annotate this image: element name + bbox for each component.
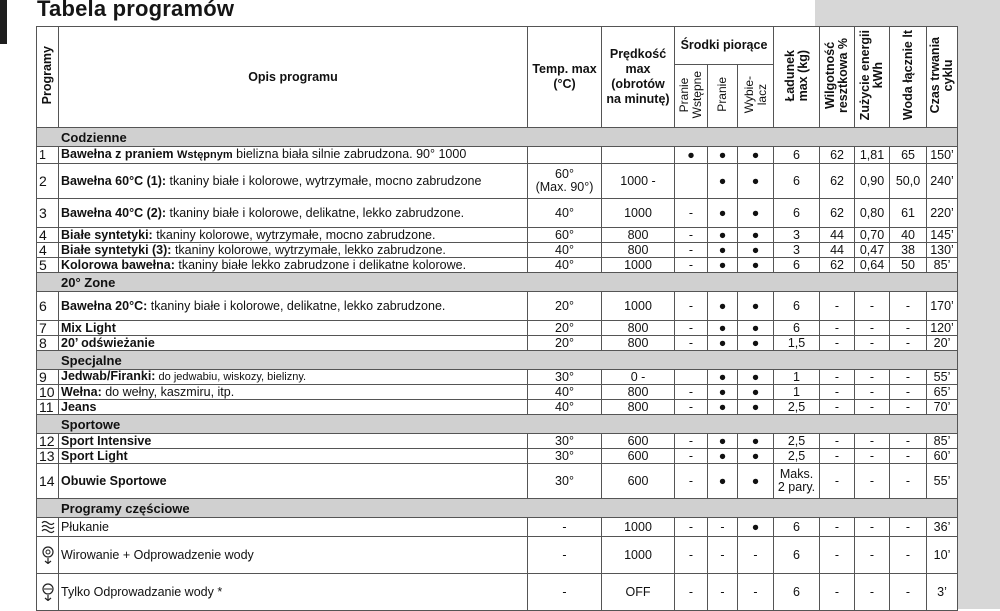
table-row: 5 Kolorowa bawełna: tkaniny białe lekko zabrudzone i delikatne kolorowe. 40° 1000 - ● ● 6 62 0,64 50 85’: [37, 258, 958, 273]
table-row: 14 Obuwie Sportowe 30° 600 - ● ● Maks. 2 pary. - - - 55’: [37, 464, 958, 499]
section-row: Codzienne: [37, 128, 958, 147]
program-table: [36, 26, 958, 611]
col-header-opis: Opis programu: [59, 27, 528, 128]
table-row: 11 Jeans 40° 800 - ● ● 2,5 - - - 70’: [37, 400, 958, 415]
table-row: 1 Bawełna z praniem Wstępnym bielizna biała silnie zabrudzona. 90° 1000 ● ● ● 6 62 1,81 65 150’: [37, 147, 958, 164]
col-header-wilgotnosc: Wilgotność resztkowa %: [820, 27, 855, 128]
spin-drain-icon: [41, 546, 55, 564]
col-header-temp: Temp. max (°C): [528, 27, 602, 128]
section-row: Sportowe: [37, 415, 958, 434]
table-row: 13 Sport Light 30° 600 - ● ● 2,5 - - - 60’: [37, 449, 958, 464]
table-row: 4 Białe syntetyki (3): tkaniny kolorowe, wytrzymałe, lekko zabrudzone. 40° 800 - ● ● 3 44 0,47 38 130’: [37, 243, 958, 258]
table-row: 9 Jedwab/Firanki: do jedwabiu, wiskozy, bielizny. 30° 0 - ● ● 1 - - - 55’: [37, 370, 958, 385]
col-header-pranie: Pranie: [708, 65, 738, 128]
col-header-zuzycie: Zużycie energii kWh: [855, 27, 890, 128]
col-header-programy: Programy: [37, 27, 59, 128]
table-row: 3 Bawełna 40°C (2): tkaniny białe i kolorowe, delikatne, lekko zabrudzone. 40° 1000 - ● ● 6 62 0,80 61 220’: [37, 199, 958, 228]
rinse-icon: [41, 518, 55, 536]
col-header-woda: Woda łącznie lt: [890, 27, 927, 128]
table-row: 4 Białe syntetyki: tkaniny kolorowe, wytrzymałe, mocno zabrudzone. 60° 800 - ● ● 3 44 0,70 40 145’: [37, 228, 958, 243]
table-row: 6 Bawełna 20°C: tkaniny białe i kolorowe, delikatne, lekko zabrudzone. 20° 1000 - ● ● 6 - - - 170’: [37, 292, 958, 321]
col-header-wybielacz: Wybie- lacz: [738, 65, 774, 128]
col-header-srodki: Środki piorące: [675, 27, 774, 65]
col-header-predkosc: Prędkość max (obrotów na minutę): [602, 27, 675, 128]
table-row: Płukanie - 1000 - - ● 6 - - - 36’: [37, 518, 958, 537]
col-header-czas: Czas trwania cyklu: [927, 27, 958, 128]
header-row-top: [37, 27, 958, 65]
table-row: 7 Mix Light 20° 800 - ● ● 6 - - - 120’: [37, 321, 958, 336]
table-row: 8 20’ odświeżanie 20° 800 - ● ● 1,5 - - - 20’: [37, 336, 958, 351]
page-title: Tabela programów: [37, 0, 235, 21]
table-row: 2 Bawełna 60°C (1): tkaniny białe i kolorowe, wytrzymałe, mocno zabrudzone 60° (Max. 90°) 1000 - ● ● 6 62 0,90 50,0 240’: [37, 164, 958, 199]
col-header-ladunek: Ładunek max (kg): [774, 27, 820, 128]
section-row: 20° Zone: [37, 273, 958, 292]
table-row: 12 Sport Intensive 30° 600 - ● ● 2,5 - - - 85’: [37, 434, 958, 449]
table-row: Wirowanie + Odprowadzenie wody - 1000 - - - 6 - - - 10’: [37, 537, 958, 574]
table-row: 10 Wełna: do wełny, kaszmiru, itp. 40° 800 - ● ● 1 - - - 65’: [37, 385, 958, 400]
section-row: Specjalne: [37, 351, 958, 370]
drain-icon: [41, 583, 55, 601]
section-row: Programy częściowe: [37, 499, 958, 518]
col-header-pranie-wstepne: Pranie Wstępne: [675, 65, 708, 128]
page-edge-marker: [0, 0, 7, 44]
table-row: Tylko Odprowadzanie wody * - OFF - - - 6 - - - 3’: [37, 574, 958, 611]
